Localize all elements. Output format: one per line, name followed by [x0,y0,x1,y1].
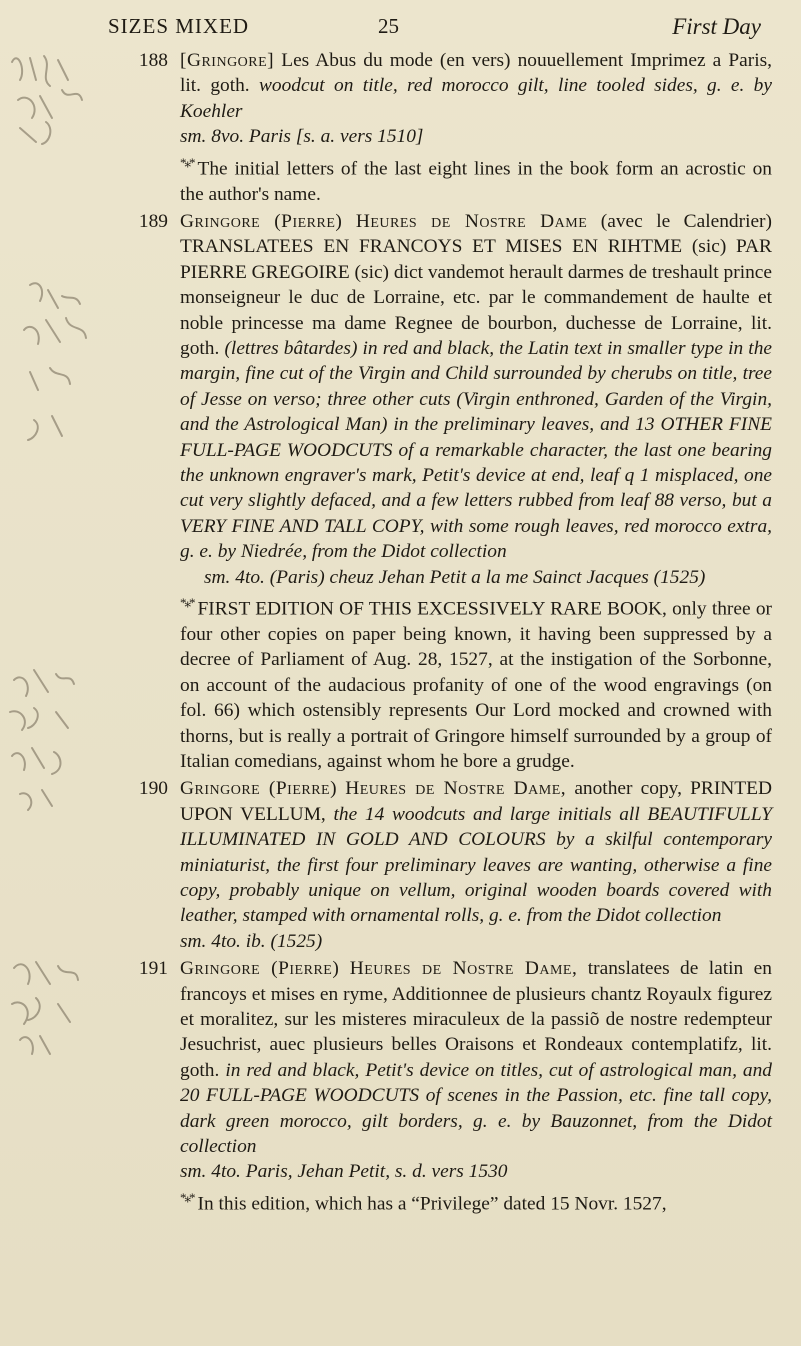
lot-number: 189 [138,210,168,232]
running-title: First Day [672,14,761,39]
lot-number: 188 [138,50,168,71]
entry-imprint: sm. 4to. (Paris) cheuz Jehan Petit a la me Sainct Jacques (1525) [204,566,706,588]
lot-number: 191 [138,958,168,980]
entry-heading: [Gringore] [180,50,275,71]
entry-description: woodcut on title, red morocco gilt, line tooled sides, g. e. by Koehler [180,75,772,122]
entry-imprint: sm. 4to. ib. (1525) [180,930,323,952]
entry-188 [92,48,772,207]
entry-description: the 14 woodcuts and large initials all BEAUTIFULLY ILLUMINATED IN GOLD AND COLOURS by a skilful contemporary miniaturist, the first four preliminary leaves are wanting, otherwise a fine copy, probably unique on vellum, original wooden boards covered with leather, stamped with ornamental rolls, g. e. from the Didot collection [180,803,773,927]
entry-heading: Gringore (Pierre) [180,778,338,800]
entry-191 [92,956,772,1217]
entry-text: (avec le Calendrier) TRANSLATEES EN FRANCOYS ET MISES EN RIHTME (sic) PAR PIERRE GREGOIRE (sic) dict vandemot herault darmes de treshault prince monseigneur le duc de Lorraine, etc. par le commandement de haulte et noble princesse ma dame Regnee de bourbon, duchesse de Lorraine, lit. goth. [180,210,772,359]
entry-title: Heures de Nostre Dame, [349,958,578,980]
entry-note: The initial letters of the last eight lines in the book form an acrostic on the author's name. [180,158,772,205]
section-heading: SIZES MIXED [108,14,250,38]
entry-description: (lettres bâtardes) in red and black, the Latin text in smaller type in the margin, fine cut of the Virgin and Child surrounded by cherubs on title, tree of Jesse on verso; three other cuts (Virgin enthroned, Garden of the Virgin, and the Astrological Man) in the preliminary leaves, and 13 OTHER FINE FULL-PAGE WOODCUTS of a remarkable character, the last one bearing the unknown engraver's mark, Petit's device at end, leaf q 1 misplaced, one cut very slightly defaced, and a few letters rubbed from leaf 88 verso, but a VERY FINE AND TALL COPY, with some rough leaves, red morocco extra, g. e. by Niedrée, from the Didot collection [180,337,772,563]
entry-description: in red and black, Petit's device on titles, cut of astrological man, and 20 FULL-PAGE WOODCUTS of scenes in the Passion, etc. fine tall copy, dark green morocco, gilt borders, g. e. by Bauzonnet, from the Didot collection [180,1059,772,1157]
entry-note: FIRST EDITION OF THIS EXCESSIVELY RARE BOOK, only three or four other copies on paper being known, it having been suppressed by a decree of Parliament of Aug. 28, 1527, at the instigation of the Sorbonne, on account of the audacious profanity of one of the wood engravings (on fol. 66) which ostensibly represents Our Lord mocked and crowned with thorns, but is really a portrait of Gringore himself surrounded by a group of Italian comedians, against whom he bore a grudge. [180,598,772,772]
catalogue-entries [92,48,772,1219]
entry-heading: Gringore (Pierre) [180,210,343,232]
lot-number: 190 [138,778,168,800]
entry-title: Heures de Nostre Dame, [345,778,567,800]
page-header [108,14,761,44]
entry-189 [92,209,772,774]
entry-text: Les Abus du mode (en vers) nouuellement Imprimez a Paris, lit. goth. [180,50,772,97]
entry-note: In this edition, which has a “Privilege” dated 15 Novr. 1527, [197,1193,667,1215]
stars-icon: *⁎* [180,595,194,610]
stars-icon: *⁎* [180,154,194,170]
page-number: 25 [378,14,399,38]
entry-190 [92,776,772,954]
entry-imprint: sm. 8vo. Paris [s. a. vers 1510] [180,126,424,148]
entry-heading: Gringore (Pierre) [180,958,340,980]
entry-text: translatees de latin en francoys et mises en ryme, Additionnee de plusieurs chantz Royaulx figurez et moralitez, sur les misteres miraculeux de la passiõ de nostre redempteur Jesuchrist, auec plusieurs belles Oraisons et Rondeaux contemplatifz, lit. goth. [180,958,772,1081]
stars-icon: *⁎* [180,1189,194,1205]
entry-title: Heures de Nostre Dame [355,210,588,232]
entry-text: another copy, PRINTED UPON VELLUM, [180,778,772,825]
entry-imprint: sm. 4to. Paris, Jehan Petit, s. d. vers 1530 [180,1161,508,1183]
